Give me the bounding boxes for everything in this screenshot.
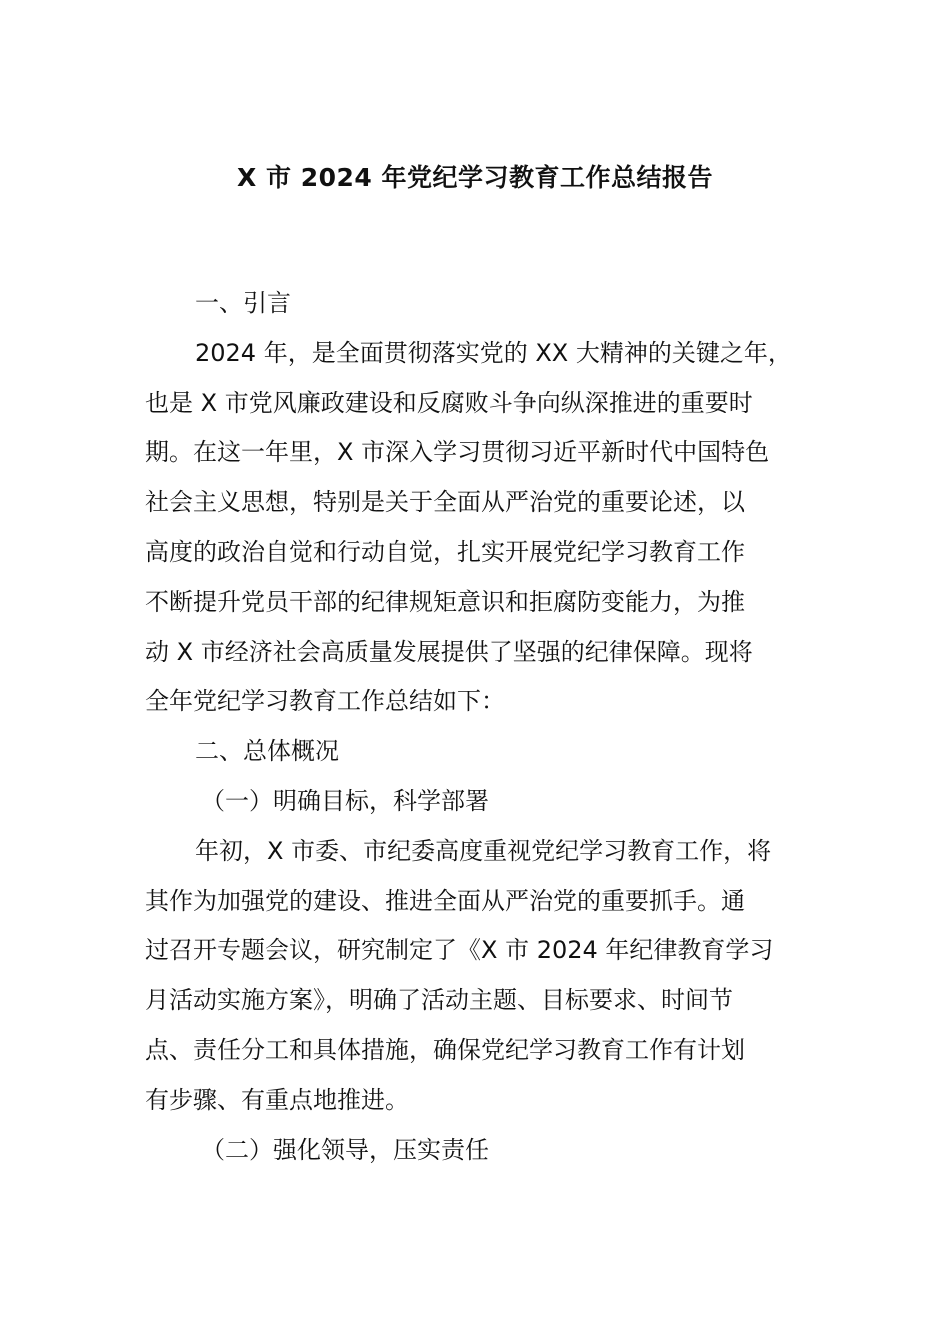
paragraph-line: 有步骤、有重点地推进。: [145, 1085, 409, 1114]
paragraph-line: 也是 X 市党风廉政建设和反腐败斗争向纵深推进的重要时: [145, 388, 753, 417]
paragraph-line: 高度的政治自觉和行动自觉，扎实开展党纪学习教育工作: [145, 537, 745, 566]
paragraph-line: 过召开专题会议，研究制定了《X 市 2024 年纪律教育学习: [145, 936, 774, 965]
paragraph-line: 全年党纪学习教育工作总结如下：: [145, 687, 505, 716]
paragraph-line: 月活动实施方案》，明确了活动主题、目标要求、时间节: [145, 986, 733, 1015]
document-body: [145, 279, 825, 1175]
paragraph-line: 不断提升党员干部的纪律规矩意识和拒腐防变能力，为推: [145, 587, 745, 616]
paragraph-line: 2024 年，是全面贯彻落实党的 XX 大精神的关键之年，: [195, 338, 792, 367]
paragraph-line: 动 X 市经济社会高质量发展提供了坚强的纪律保障。现将: [145, 637, 753, 666]
subsection-heading-goals: （一）明确目标，科学部署: [201, 786, 489, 815]
document-title: X 市 2024 年党纪学习教育工作总结报告: [237, 163, 713, 192]
subsection-heading-leadership: （二）强化领导，压实责任: [201, 1135, 489, 1164]
paragraph-line: 社会主义思想，特别是关于全面从严治党的重要论述，以: [145, 488, 745, 517]
paragraph-line: 期。在这一年里，X 市深入学习贯彻习近平新时代中国特色: [145, 438, 770, 467]
paragraph-line: 点、责任分工和具体措施，确保党纪学习教育工作有计划: [145, 1035, 745, 1064]
section-heading-overview: 二、总体概况: [195, 737, 339, 766]
section-heading-introduction: 一、引言: [195, 289, 291, 317]
paragraph-line: 年初，X 市委、市纪委高度重视党纪学习教育工作，将: [195, 836, 772, 865]
paragraph-line: 其作为加强党的建设、推进全面从严治党的重要抓手。通: [145, 886, 745, 915]
